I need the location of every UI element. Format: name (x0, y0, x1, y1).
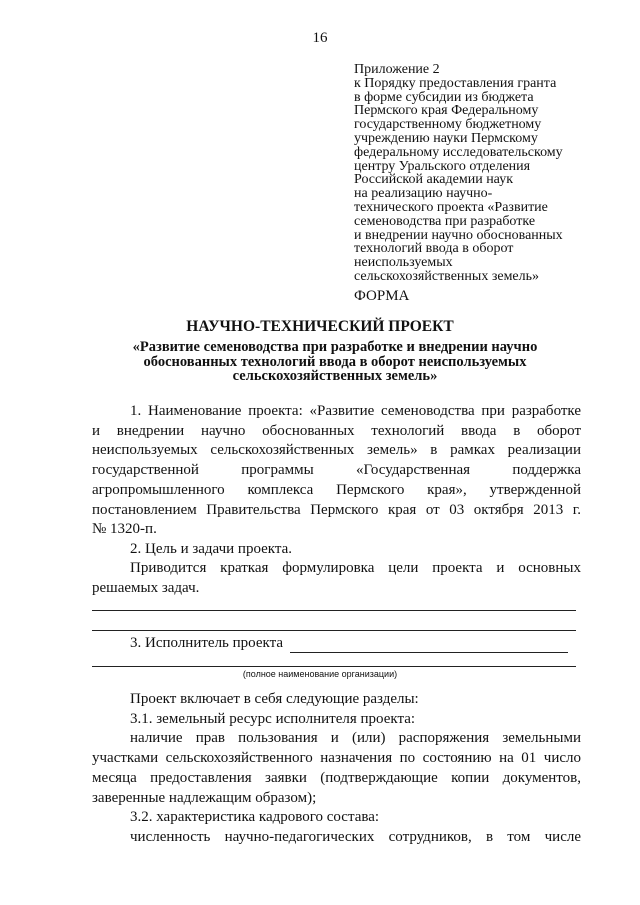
paragraph-line: и внедрении научно обоснованных технологий ввода в оборот (92, 422, 581, 439)
page-number: 16 (312, 30, 328, 46)
paragraph-line: 1. Наименование проекта: «Развитие семеноводства при разработке (130, 403, 581, 419)
appendix-line: сельскохозяйственных земель» (354, 268, 540, 284)
appendix-line: государственному бюджетному (354, 117, 542, 133)
appendix-line: федеральному исследовательскому (354, 144, 563, 160)
appendix-line: и внедрении научно обоснованных (354, 227, 563, 243)
document-title: НАУЧНО-ТЕХНИЧЕСКИЙ ПРОЕКТ (186, 318, 454, 335)
paragraph-line: 3.2. характеристика кадрового состава: (130, 809, 380, 826)
section-2-heading: 2. Цель и задачи проекта. (130, 541, 293, 557)
paragraph-line: № 1320-п. (92, 521, 157, 538)
subtitle-line: обоснованных технологий ввода в оборот неиспользуемых (143, 353, 527, 370)
executor-blank-line (290, 652, 568, 653)
paragraph-line: месяца предоставления заявки (подтверждающие копии документов, (92, 769, 581, 786)
paragraph-line: решаемых задач. (92, 579, 200, 596)
appendix-line: неиспользуемых (354, 255, 453, 271)
document-subtitle (100, 340, 570, 384)
paragraph-line: 3.1. земельный ресурс исполнителя проекта: (130, 710, 416, 727)
section-1-paragraph (92, 402, 581, 540)
appendix-line: технологий ввода в оборот (354, 241, 514, 257)
appendix-line: на реализацию научно- (354, 186, 493, 202)
paragraph-line: постановлением Правительства Пермского края от 03 октября 2013 г. (92, 501, 581, 518)
paragraph-line: Приводится краткая формулировка цели проекта и основных (130, 560, 581, 576)
appendix-line: учреждению науки Пермскому (354, 130, 538, 146)
organization-caption: (полное наименование организации) (242, 669, 398, 679)
paragraph-line: участками сельскохозяйственного назначения по состоянию на 01 число (92, 750, 581, 767)
appendix-line: Приложение 2 (354, 62, 440, 77)
appendix-block (354, 63, 594, 284)
paragraph-line: государственной программы «Государственная поддержка (92, 462, 581, 479)
form-label: ФОРМА (354, 288, 410, 304)
appendix-line: центру Уральского отделения (354, 158, 531, 174)
appendix-line: Российской академии наук (354, 172, 513, 188)
appendix-line: Пермского края Федеральному (354, 103, 539, 119)
paragraph-line: Проект включает в себя следующие разделы: (130, 691, 419, 707)
blank-line-1 (92, 610, 576, 611)
sections-paragraph (92, 690, 581, 848)
paragraph-line: агропромышленного комплекса Пермского края», утвержденной (92, 481, 581, 498)
paragraph-line: численность научно-педагогических сотрудников, в том числе (130, 828, 581, 845)
appendix-line: в форме субсидии из бюджета (354, 89, 534, 105)
subtitle-line: «Развитие семеноводства при разработке и внедрении научно (132, 339, 538, 355)
paragraph-line: заверенные надлежащим образом); (92, 789, 317, 806)
paragraph-line: наличие прав пользования и (или) распоряжения земельными (130, 730, 581, 747)
section-2-paragraph (92, 559, 581, 598)
paragraph-line: неиспользуемых сельскохозяйственных земель» в рамках реализации (92, 442, 581, 459)
appendix-line: к Порядку предоставления гранта (354, 75, 557, 91)
organization-blank-line (92, 666, 576, 667)
appendix-line: технического проекта «Развитие (354, 199, 548, 215)
subtitle-line: сельскохозяйственных земель» (232, 368, 438, 384)
blank-line-2 (92, 630, 576, 631)
executor-label: 3. Исполнитель проекта (130, 635, 284, 651)
appendix-line: семеноводства при разработке (354, 213, 536, 229)
